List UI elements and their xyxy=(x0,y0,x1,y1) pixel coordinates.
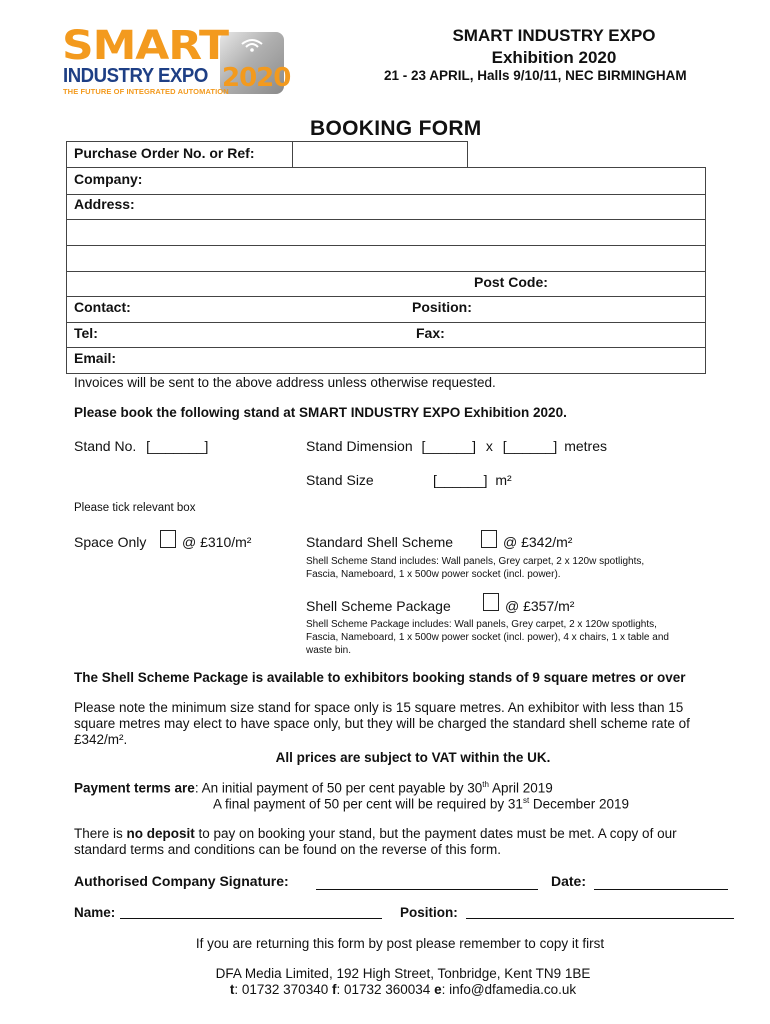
stand-dimension-row xyxy=(306,438,607,454)
stand-dimension-width-input[interactable]: [______] xyxy=(421,438,477,454)
tel-input[interactable] xyxy=(117,323,407,346)
email-input[interactable] xyxy=(127,349,699,372)
postcode-label: Post Code: xyxy=(474,274,548,290)
footer-fax-label: f xyxy=(331,982,337,997)
signature-label: Authorised Company Signature: xyxy=(74,873,289,889)
sig-position-label: Position: xyxy=(400,905,458,920)
email-label: Email: xyxy=(74,350,117,366)
logo-tagline: THE FUTURE OF INTEGRATED AUTOMATION xyxy=(63,87,229,96)
shell-scheme-checkbox[interactable] xyxy=(481,530,497,548)
shell-scheme-label: Standard Shell Scheme xyxy=(306,534,454,550)
po-label: Purchase Order No. or Ref: xyxy=(74,145,255,161)
stand-no-label: Stand No. xyxy=(74,438,137,454)
stand-dimension-depth-input[interactable]: [______] xyxy=(502,438,558,454)
stand-dimension-label: Stand Dimension xyxy=(306,438,413,454)
footer-fax: : 01732 360034 xyxy=(336,982,435,997)
logo-word-smart: SMART xyxy=(62,23,228,69)
min-size-note-1: Please note the minimum size stand for space only is 15 square metres. An exhibitor with less than 15 xyxy=(74,700,684,715)
tel-label: Tel: xyxy=(74,325,98,341)
dimension-unit: metres xyxy=(564,438,607,454)
space-only-checkbox[interactable] xyxy=(160,530,176,548)
company-label: Company: xyxy=(74,171,143,187)
shell-package-desc-2: Fascia, Nameboard, 1 x 500w power socket (incl. power), 4 x chairs, 1 x table and xyxy=(306,632,669,643)
deposit-note-2: standard terms and conditions can be found on the reverse of this form. xyxy=(74,842,501,857)
signature-input[interactable] xyxy=(316,889,538,890)
footer-contacts xyxy=(0,982,770,997)
footer-address: DFA Media Limited, 192 High Street, Tonbridge, Kent TN9 1BE xyxy=(215,966,591,981)
payment-line-1-sup: th xyxy=(482,780,489,789)
shell-scheme-desc-1: Shell Scheme Stand includes: Wall panels, Grey carpet, 2 x 120w spotlights, xyxy=(306,556,645,567)
footer-email-label: e xyxy=(434,982,442,997)
stand-no-row xyxy=(74,438,208,454)
payment-line-2-text: A final payment of 50 per cent will be required by 31 xyxy=(213,796,523,812)
shell-package-desc-1: Shell Scheme Package includes: Wall panels, Grey carpet, 2 x 120w spotlights, xyxy=(306,619,657,630)
footer-tel-label: t xyxy=(229,982,235,997)
event-title: SMART INDUSTRY EXPO xyxy=(452,26,656,45)
shell-package-desc-3: waste bin. xyxy=(306,645,352,656)
event-dates: 21 - 23 APRIL, Halls 9/10/11, NEC BIRMINGHAM xyxy=(384,68,687,83)
payment-line-1-end: April 2019 xyxy=(488,780,553,796)
stand-size-label: Stand Size xyxy=(306,472,374,488)
details-box xyxy=(66,167,706,374)
postcode-input[interactable] xyxy=(562,272,700,295)
position-label: Position: xyxy=(412,299,472,315)
space-only-label: Space Only xyxy=(74,534,147,550)
fax-input[interactable] xyxy=(457,323,699,346)
payment-line-1-text: : An initial payment of 50 per cent payable by 30 xyxy=(194,780,483,796)
deposit-text-a: There is xyxy=(74,826,127,841)
payment-line-2-end: December 2019 xyxy=(529,796,629,812)
stand-size-input[interactable]: [______] xyxy=(433,472,488,488)
logo-word-industry-expo: INDUSTRY EXPO xyxy=(63,65,208,87)
payment-line-2 xyxy=(213,796,629,812)
name-label: Name: xyxy=(74,905,116,920)
size-unit: m² xyxy=(495,472,512,488)
name-input[interactable] xyxy=(120,918,382,919)
form-title: BOOKING FORM xyxy=(310,117,482,140)
po-label-cell xyxy=(66,141,293,168)
footer-email[interactable]: : info@dfamedia.co.uk xyxy=(441,982,577,997)
dimension-x: x xyxy=(485,438,493,454)
min-size-note-3: £342/m². xyxy=(74,732,128,747)
vat-note: All prices are subject to VAT within the UK. xyxy=(275,750,551,765)
address-input-line-1[interactable] xyxy=(157,195,697,218)
address-label: Address: xyxy=(74,196,135,212)
deposit-text-c: to pay on booking your stand, but the payment dates must be met. A copy of our xyxy=(194,826,677,841)
invoice-note: Invoices will be sent to the above address unless otherwise requested. xyxy=(74,375,496,390)
contact-label: Contact: xyxy=(74,299,131,315)
payment-label: Payment terms are xyxy=(74,780,195,796)
company-input[interactable] xyxy=(157,169,697,193)
po-input[interactable] xyxy=(292,141,468,168)
shell-package-price: @ £357/m² xyxy=(505,598,575,614)
event-subtitle: Exhibition 2020 xyxy=(491,48,617,67)
min-size-note-2: square metres may elect to have space only, but they will be charged the standard shell scheme rate of xyxy=(74,716,690,731)
payment-line-2-sup: st xyxy=(522,796,530,805)
sig-position-input[interactable] xyxy=(466,918,734,919)
payment-line-1 xyxy=(74,780,553,796)
space-only-price: @ £310/m² xyxy=(182,534,252,550)
position-input[interactable] xyxy=(487,298,699,321)
tick-note: Please tick relevant box xyxy=(74,502,196,514)
shell-scheme-desc-2: Fascia, Nameboard, 1 x 500w power socket (incl. power). xyxy=(306,569,561,580)
address-input-line-3[interactable] xyxy=(70,247,700,270)
event-logo xyxy=(62,23,291,98)
footer-tel: : 01732 370340 xyxy=(234,982,332,997)
fax-label: Fax: xyxy=(416,325,445,341)
shell-scheme-price: @ £342/m² xyxy=(503,534,573,550)
stand-no-input[interactable]: [_______] xyxy=(146,438,209,454)
logo-year: 2020 xyxy=(222,63,291,93)
package-availability-note: The Shell Scheme Package is available to exhibitors booking stands of 9 square metres or over xyxy=(74,670,686,685)
book-instruction: Please book the following stand at SMART INDUSTRY EXPO Exhibition 2020. xyxy=(74,405,567,420)
address-input-line-2[interactable] xyxy=(70,221,700,244)
shell-package-label: Shell Scheme Package xyxy=(306,598,451,614)
date-input[interactable] xyxy=(594,889,728,890)
stand-size-row xyxy=(433,472,512,488)
shell-package-checkbox[interactable] xyxy=(483,593,499,611)
post-note: If you are returning this form by post please remember to copy it first xyxy=(195,936,605,951)
deposit-note-1 xyxy=(74,826,677,841)
deposit-no-deposit: no deposit xyxy=(126,826,195,841)
wifi-icon xyxy=(240,38,264,52)
contact-input[interactable] xyxy=(147,298,407,321)
date-label: Date: xyxy=(551,873,587,889)
